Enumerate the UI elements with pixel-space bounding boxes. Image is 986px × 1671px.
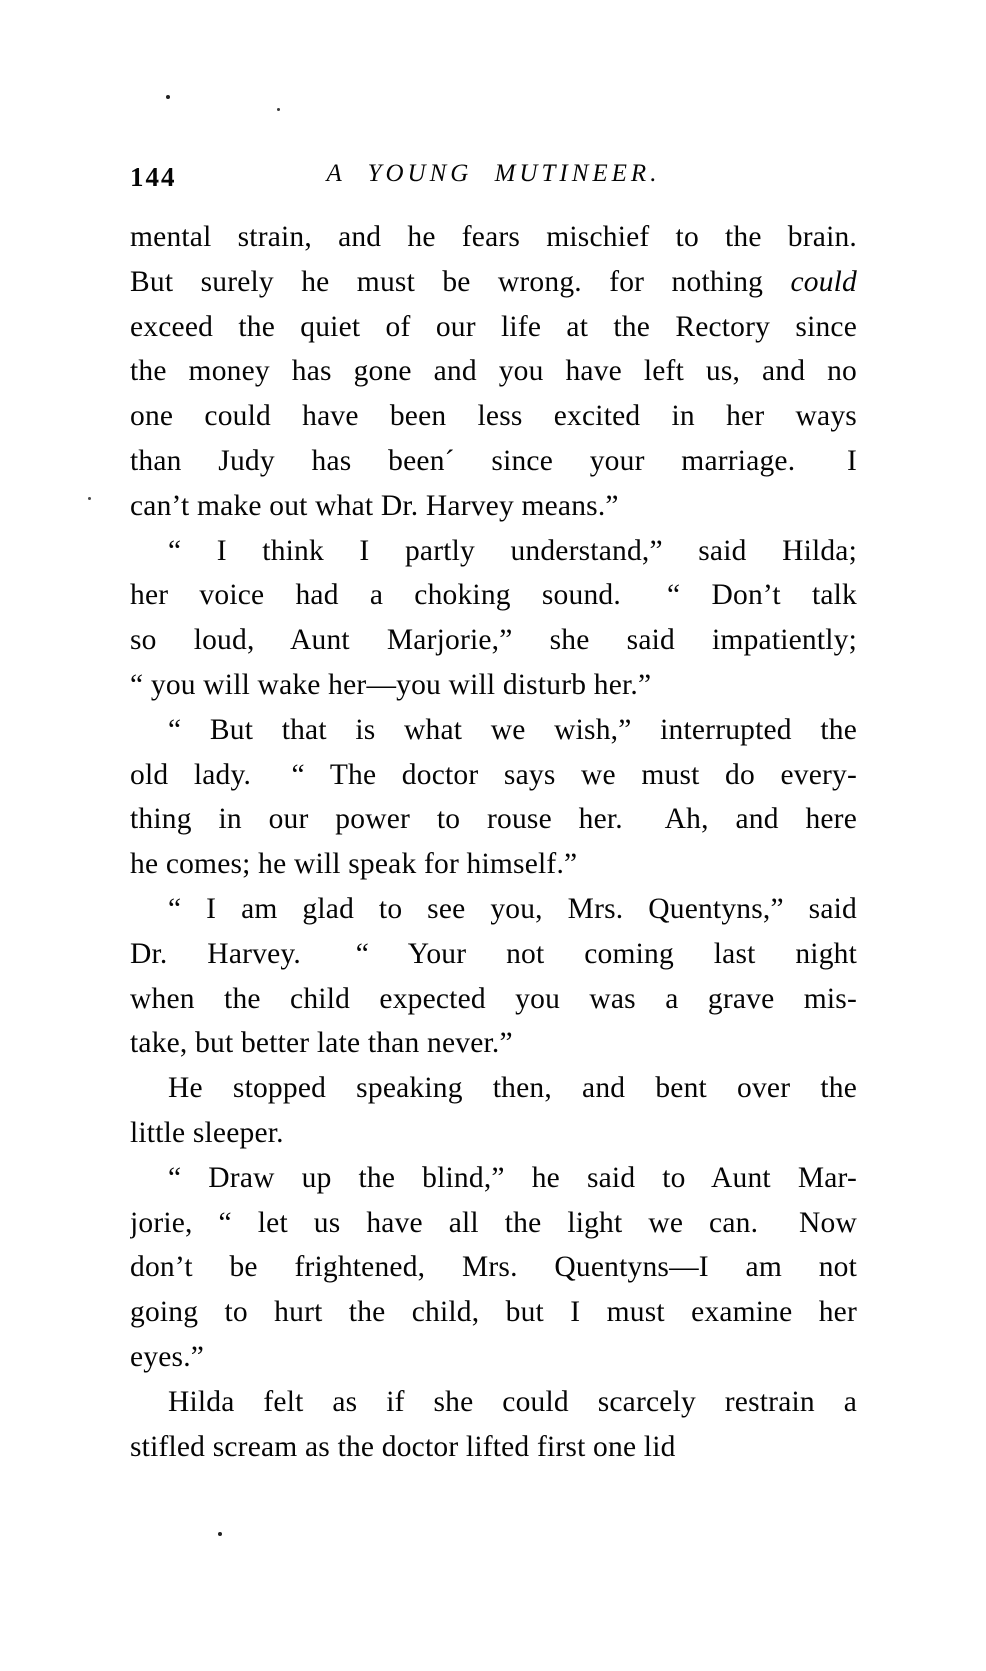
text-segment: the money has gone and you have left us, and no (130, 355, 857, 388)
text-line (130, 394, 857, 439)
text-line (130, 349, 857, 394)
scan-speck (166, 95, 170, 99)
paragraph (130, 1156, 857, 1380)
text-segment: he comes; he will speak for himself.” (130, 848, 578, 881)
text-line (130, 439, 857, 484)
paragraph (130, 887, 857, 1066)
paragraph (130, 529, 857, 708)
text-segment: one could have been less excited in her ways (130, 400, 857, 433)
text-segment: “ you will wake her—you will disturb her.” (130, 668, 652, 701)
text-line (130, 797, 857, 842)
scan-speck (277, 108, 280, 111)
text-line (130, 1425, 857, 1470)
text-line (130, 215, 857, 260)
scan-speck (88, 497, 91, 500)
text-segment: He stopped speaking then, and bent over the (168, 1072, 857, 1105)
text-line (130, 753, 857, 798)
text-segment: so loud, Aunt Marjorie,” she said impatiently; (130, 624, 857, 657)
text-segment: eyes.” (130, 1340, 205, 1373)
text-segment: going to hurt the child, but I must examine her (130, 1296, 857, 1329)
page-header (130, 158, 857, 198)
text-segment: her voice had a choking sound. “ Don’t talk (130, 579, 857, 612)
text-segment: little sleeper. (130, 1116, 284, 1149)
running-title: A YOUNG MUTINEER. (326, 160, 661, 187)
italic-text: could (790, 265, 857, 298)
text-line (130, 1021, 857, 1066)
text-line (130, 1380, 857, 1425)
text-segment: “ I am glad to see you, Mrs. Quentyns,” said (168, 892, 857, 925)
text-segment: “ But that is what we wish,” interrupted the (168, 713, 857, 746)
text-line (130, 977, 857, 1022)
text-line (130, 1290, 857, 1335)
text-line (130, 529, 857, 574)
text-line (130, 842, 857, 887)
scan-speck (218, 1532, 222, 1536)
text-segment: “ I think I partly understand,” said Hilda; (168, 534, 857, 567)
paragraph (130, 1066, 857, 1156)
text-line (130, 932, 857, 977)
text-line (130, 887, 857, 932)
text-line (130, 1111, 857, 1156)
text-line (130, 1066, 857, 1111)
text-line (130, 1156, 857, 1201)
text-segment: thing in our power to rouse her. Ah, and here (130, 803, 857, 836)
paragraph (130, 1380, 857, 1470)
text-segment: than Judy has been´ since your marriage. I (130, 444, 857, 477)
page-number: 144 (130, 162, 177, 192)
text-segment: old lady. “ The doctor says we must do every- (130, 758, 857, 791)
text-segment: Dr. Harvey. “ Your not coming last night (130, 937, 857, 970)
text-line (130, 708, 857, 753)
text-line (130, 484, 857, 529)
text-segment: jorie, “ let us have all the light we can. Now (130, 1206, 857, 1239)
text-segment: take, but better late than never.” (130, 1027, 513, 1060)
text-line (130, 1335, 857, 1380)
text-line (130, 573, 857, 618)
text-segment: “ Draw up the blind,” he said to Aunt Mar- (168, 1161, 857, 1194)
text-segment: can’t make out what Dr. Harvey means.” (130, 489, 619, 522)
text-segment: when the child expected you was a grave mis- (130, 982, 857, 1015)
text-segment: don’t be frightened, Mrs. Quentyns—I am not (130, 1251, 857, 1284)
paragraph (130, 708, 857, 887)
text-segment: Hilda felt as if she could scarcely restrain a (168, 1385, 857, 1418)
paragraph (130, 215, 857, 529)
text-segment: But surely he must be wrong. for nothing (130, 265, 791, 298)
text-line (130, 663, 857, 708)
text-line (130, 618, 857, 663)
text-line (130, 1201, 857, 1246)
text-line (130, 1245, 857, 1290)
text-line (130, 305, 857, 350)
text-segment: exceed the quiet of our life at the Rectory since (130, 310, 857, 343)
text-segment: mental strain, and he fears mischief to the brain. (130, 221, 857, 253)
page-body (130, 215, 857, 1469)
text-segment: stifled scream as the doctor lifted first one lid (130, 1430, 676, 1463)
text-line (130, 260, 857, 305)
